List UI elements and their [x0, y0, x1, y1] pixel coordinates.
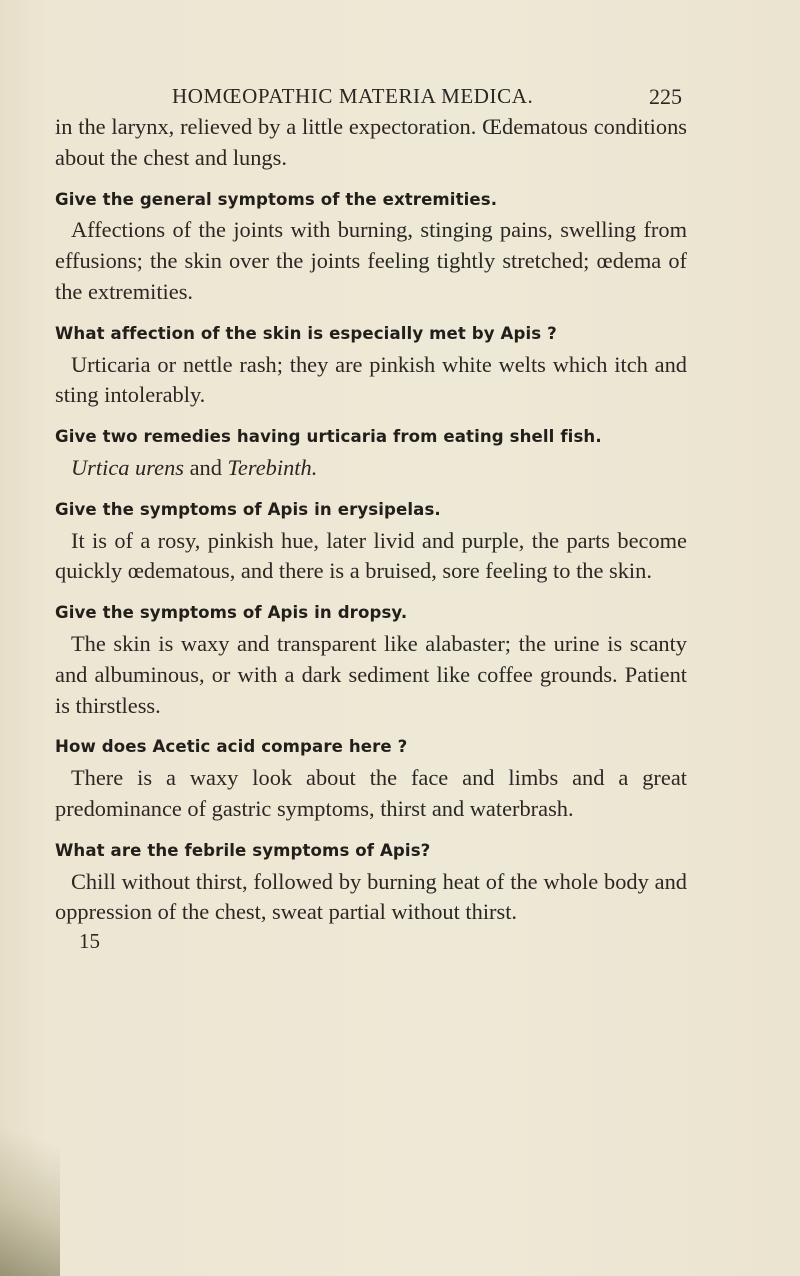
remedy-connector: and: [183, 454, 228, 480]
question-urticaria-remedies: Give two remedies having urticaria from eating shell fish.: [55, 427, 602, 447]
signature-mark: 15: [79, 929, 100, 954]
question-extremities: Give the general symptoms of the extremities.: [55, 189, 498, 209]
question-febrile-symptoms: What are the febrile symptoms of Apis?: [55, 840, 431, 860]
answer-dropsy: The skin is waxy and transparent like alabaster; the urine is scanty and albuminous, or with a dark sediment like coffee grounds. Patient is thirstless.: [55, 630, 687, 718]
question-dropsy: Give the symptoms of Apis in dropsy.: [55, 603, 408, 623]
remedy-urtica: Urtica urens: [71, 454, 184, 480]
remedy-terebinth: Terebinth.: [227, 454, 318, 480]
question-acetic-acid: How does Acetic acid compare here ?: [55, 737, 408, 757]
question-erysipelas: Give the symptoms of Apis in erysipelas.: [55, 499, 441, 519]
page-shadow: [0, 1080, 60, 1276]
page-header: [172, 84, 682, 112]
question-skin-affection: What affection of the skin is especially met by Apis ?: [55, 323, 557, 343]
continued-answer: in the larynx, relieved by a little expectoration. Œdematous conditions about the chest and lungs.: [55, 114, 687, 170]
page-body: [55, 112, 687, 954]
answer-acetic-acid: There is a waxy look about the face and limbs and a great predominance of gastric symptoms, thirst and waterbrash.: [55, 765, 687, 821]
page-number: 225: [649, 84, 682, 109]
running-title: HOMŒOPATHIC MATERIA MEDICA.: [172, 84, 534, 108]
answer-febrile-symptoms: Chill without thirst, followed by burning heat of the whole body and oppression of the chest, sweat partial without thirst.: [55, 868, 687, 925]
answer-skin-affection: Urticaria or nettle rash; they are pinkish white welts which itch and sting intolerably.: [55, 351, 687, 408]
answer-urticaria-remedies: [55, 453, 687, 484]
answer-extremities: Affections of the joints with burning, stinging pains, swelling from effusions; the skin over the joints feeling tightly stretched; œdema of the extremities.: [55, 217, 687, 304]
answer-erysipelas: It is of a rosy, pinkish hue, later livid and purple, the parts become quickly œdematous, and there is a bruised, sore feeling to the skin.: [55, 527, 687, 584]
